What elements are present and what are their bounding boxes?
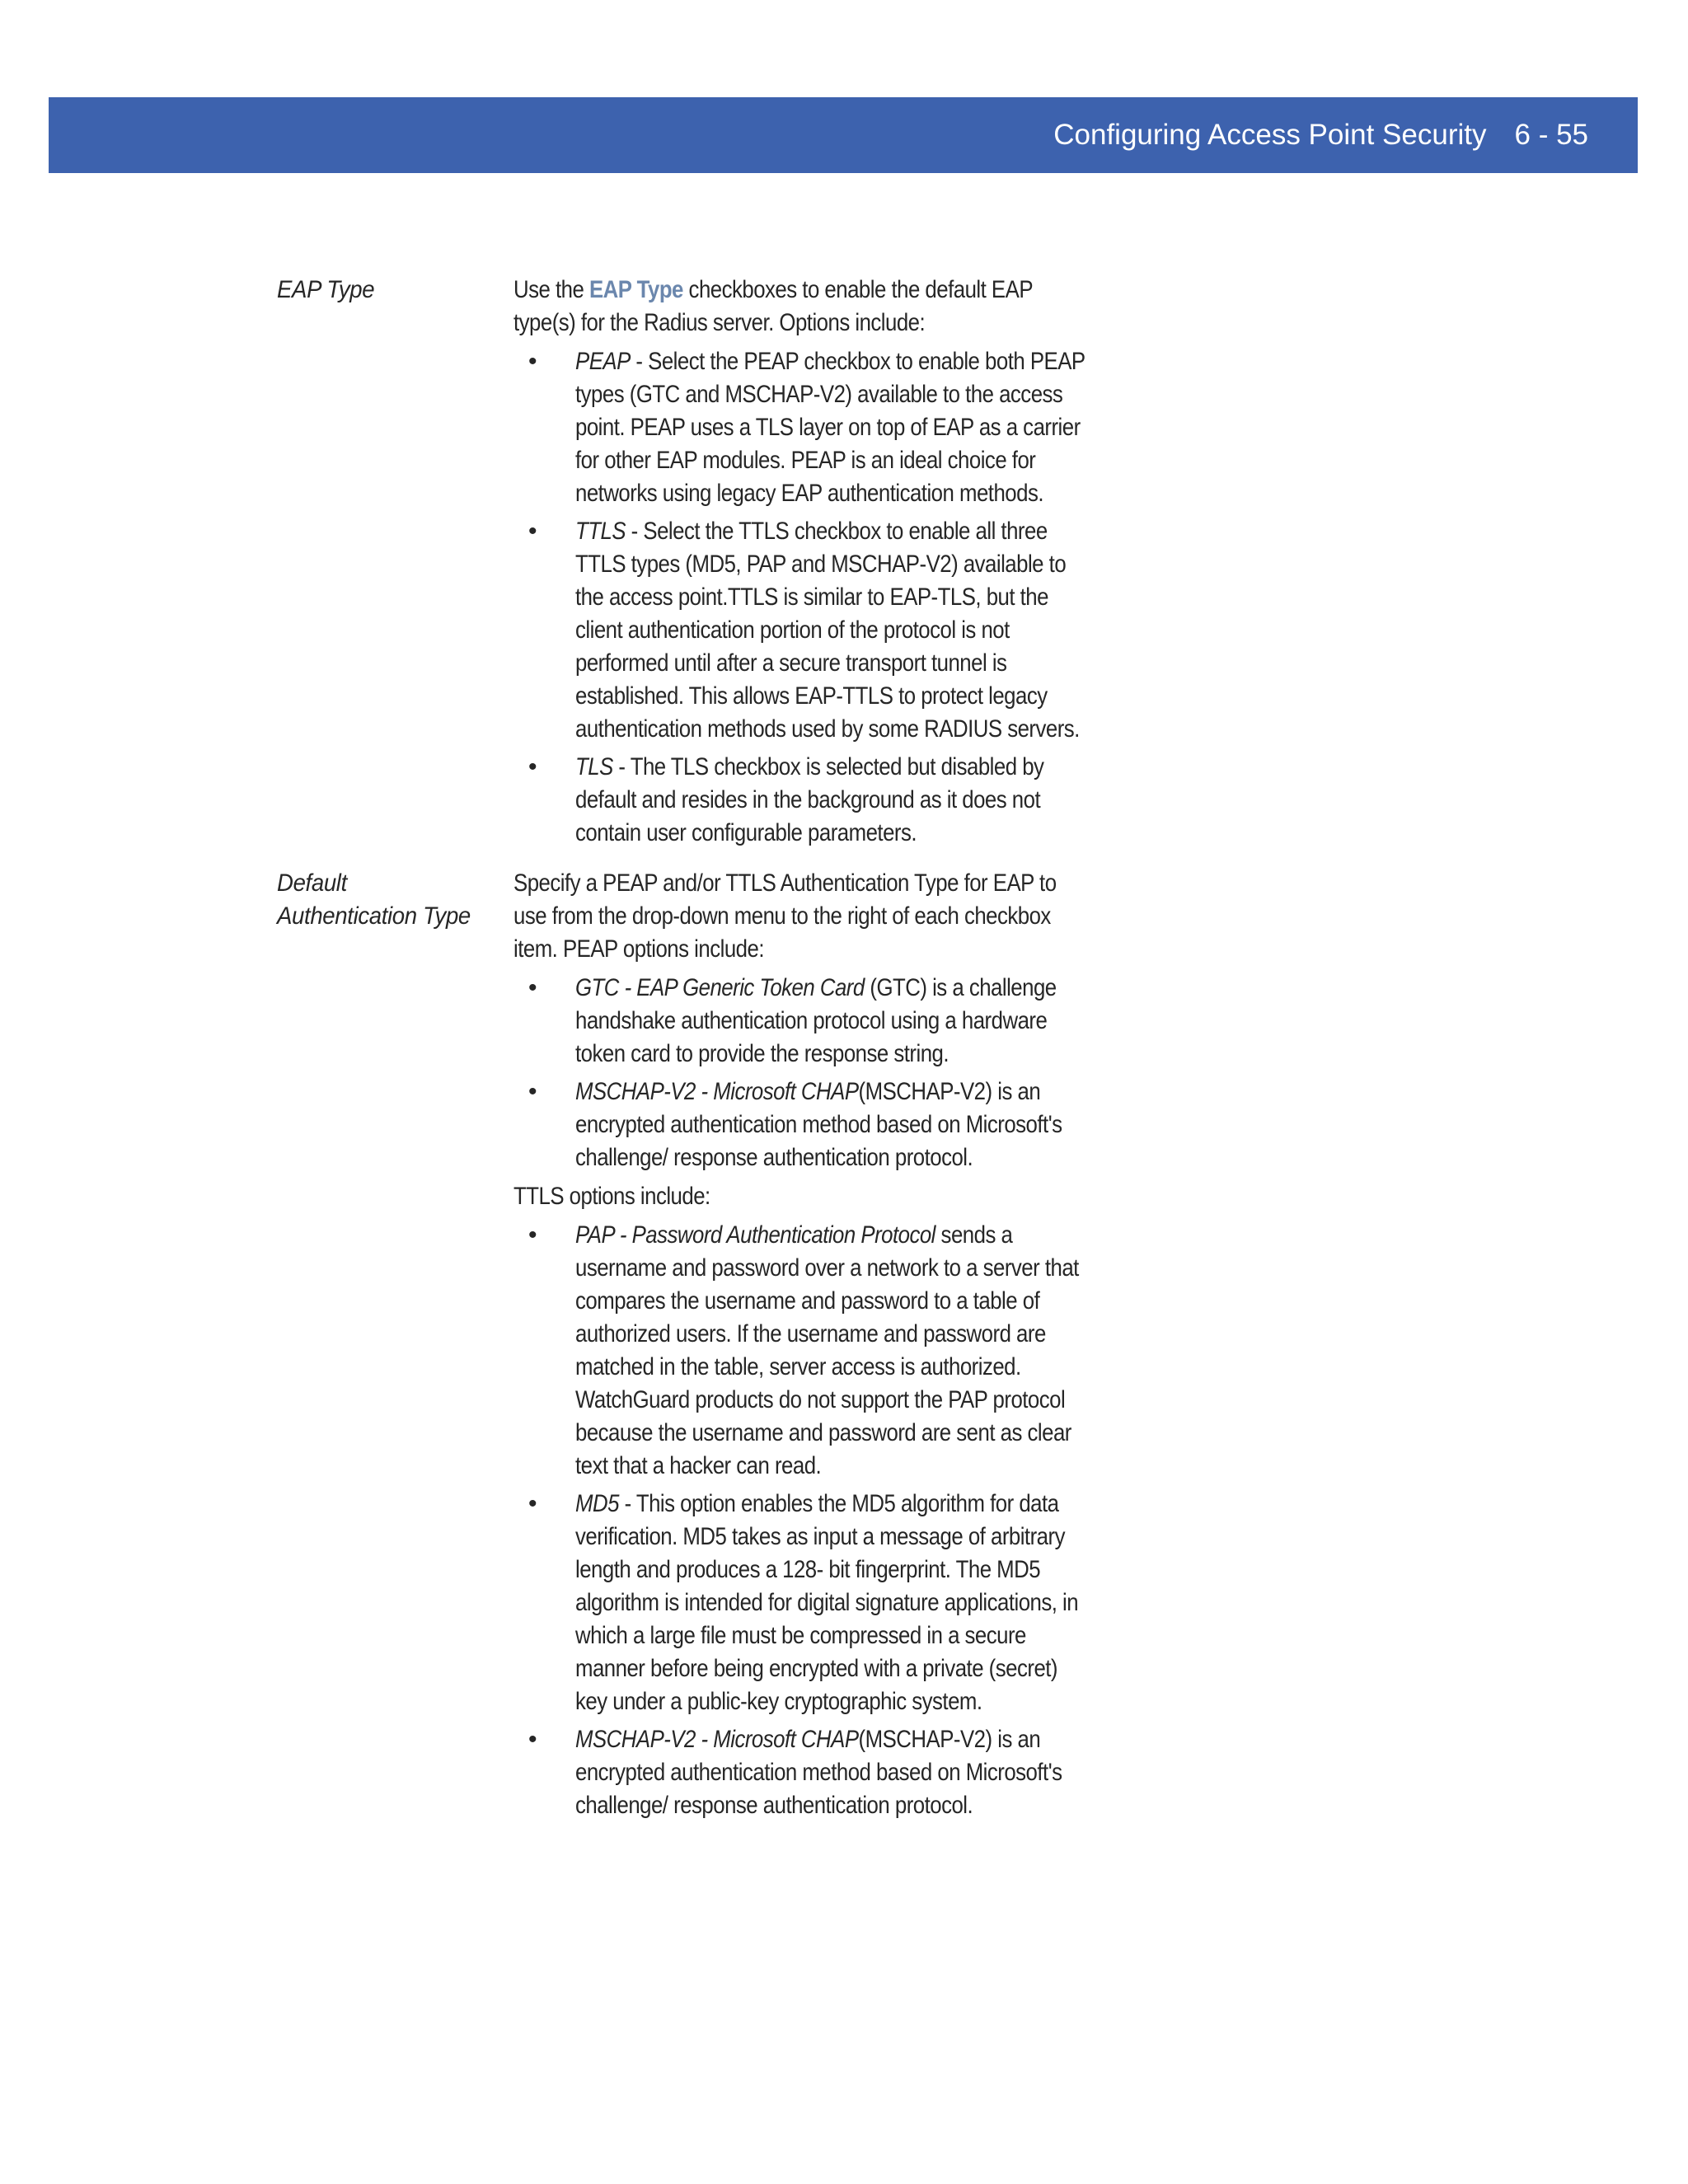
eap-type-ui-reference: EAP Type — [588, 276, 683, 303]
option-name: MSCHAP-V2 - Microsoft CHAP — [575, 1078, 859, 1105]
list-item: • GTC - EAP Generic Token Card (GTC) is a challenge handshake authentication protocol using a hardware token card to provide the response string. — [513, 972, 1214, 1071]
bullet-icon: • — [528, 1078, 537, 1105]
eap-type-term: EAP Type — [277, 276, 375, 303]
bullet-icon: • — [528, 974, 537, 1001]
default-auth-description — [513, 867, 1214, 1828]
default-auth-term: Default Authentication Type — [277, 869, 471, 930]
bullet-icon: • — [528, 753, 537, 780]
peap-bullet-list — [513, 972, 1214, 1174]
bullet-icon: • — [528, 1726, 537, 1753]
default-auth-intro: Specify a PEAP and/or TTLS Authentication Type for EAP to use from the drop-down menu to the right of each checkbox item. PEAP options include: — [513, 869, 1057, 963]
bullet-icon: • — [528, 1490, 537, 1517]
list-item: • TLS - The TLS checkbox is selected but disabled by default and resides in the background as it does not contain user configurable parameters. — [513, 751, 1214, 850]
list-item: • PAP - Password Authentication Protocol sends a username and password over a network to a server that compares the username and password to a table of authorized users. If the username and password are matched in the table, server access is authorized. WatchGuard products do not support the PAP protocol because the username and password are sent as clear text that a hacker can read. — [513, 1219, 1214, 1483]
page-number: 6 - 55 — [1514, 119, 1588, 151]
option-name: TTLS — [575, 518, 626, 545]
page-header-bar — [49, 97, 1638, 173]
option-name: TLS — [575, 753, 613, 780]
header-text — [1053, 97, 1588, 173]
eap-type-description — [513, 274, 1214, 855]
ttls-options-intro: TTLS options include: — [513, 1183, 710, 1210]
option-name: MD5 — [575, 1490, 619, 1517]
bullet-icon: • — [528, 518, 537, 545]
bullet-icon: • — [528, 1221, 537, 1249]
list-item: • MSCHAP-V2 - Microsoft CHAP(MSCHAP-V2) is an encrypted authentication method based on Microsoft's challenge/ response authentication protocol. — [513, 1076, 1214, 1174]
option-name: MSCHAP-V2 - Microsoft CHAP — [575, 1726, 859, 1753]
list-item: • PEAP - Select the PEAP checkbox to enable both PEAP types (GTC and MSCHAP-V2) available to the access point. PEAP uses a TLS layer on top of EAP as a carrier for other EAP modules. PEAP is an ideal choice for networks using legacy EAP authentication methods. — [513, 345, 1214, 510]
eap-type-bullet-list — [513, 345, 1214, 850]
list-item: • MSCHAP-V2 - Microsoft CHAP(MSCHAP-V2) is an encrypted authentication method based on Microsoft's challenge/ response authentication protocol. — [513, 1723, 1214, 1822]
bullet-icon: • — [528, 348, 537, 375]
eap-type-intro: Use the EAP Type checkboxes to enable the default EAP type(s) for the Radius server. Options include: — [513, 276, 1033, 336]
ttls-bullet-list — [513, 1219, 1214, 1822]
chapter-title: Configuring Access Point Security — [1053, 119, 1487, 151]
option-name: PEAP — [575, 348, 631, 375]
list-item: • MD5 - This option enables the MD5 algorithm for data verification. MD5 takes as input a message of arbitrary length and produces a 128- bit fingerprint. The MD5 algorithm is intended for digital signature applications, in which a large file must be compressed in a secure manner before being encrypted with a private (secret) key under a public-key cryptographic system. — [513, 1488, 1214, 1718]
option-name: GTC - EAP Generic Token Card — [575, 974, 865, 1001]
option-name: PAP - Password Authentication Protocol — [575, 1221, 935, 1249]
list-item: • TTLS - Select the TTLS checkbox to enable all three TTLS types (MD5, PAP and MSCHAP-V2) available to the access point.TTLS is similar to EAP-TLS, but the client authentication portion of the protocol is not performed until after a secure transport tunnel is established. This allows EAP-TTLS to protect legacy authentication methods used by some RADIUS servers. — [513, 515, 1214, 746]
